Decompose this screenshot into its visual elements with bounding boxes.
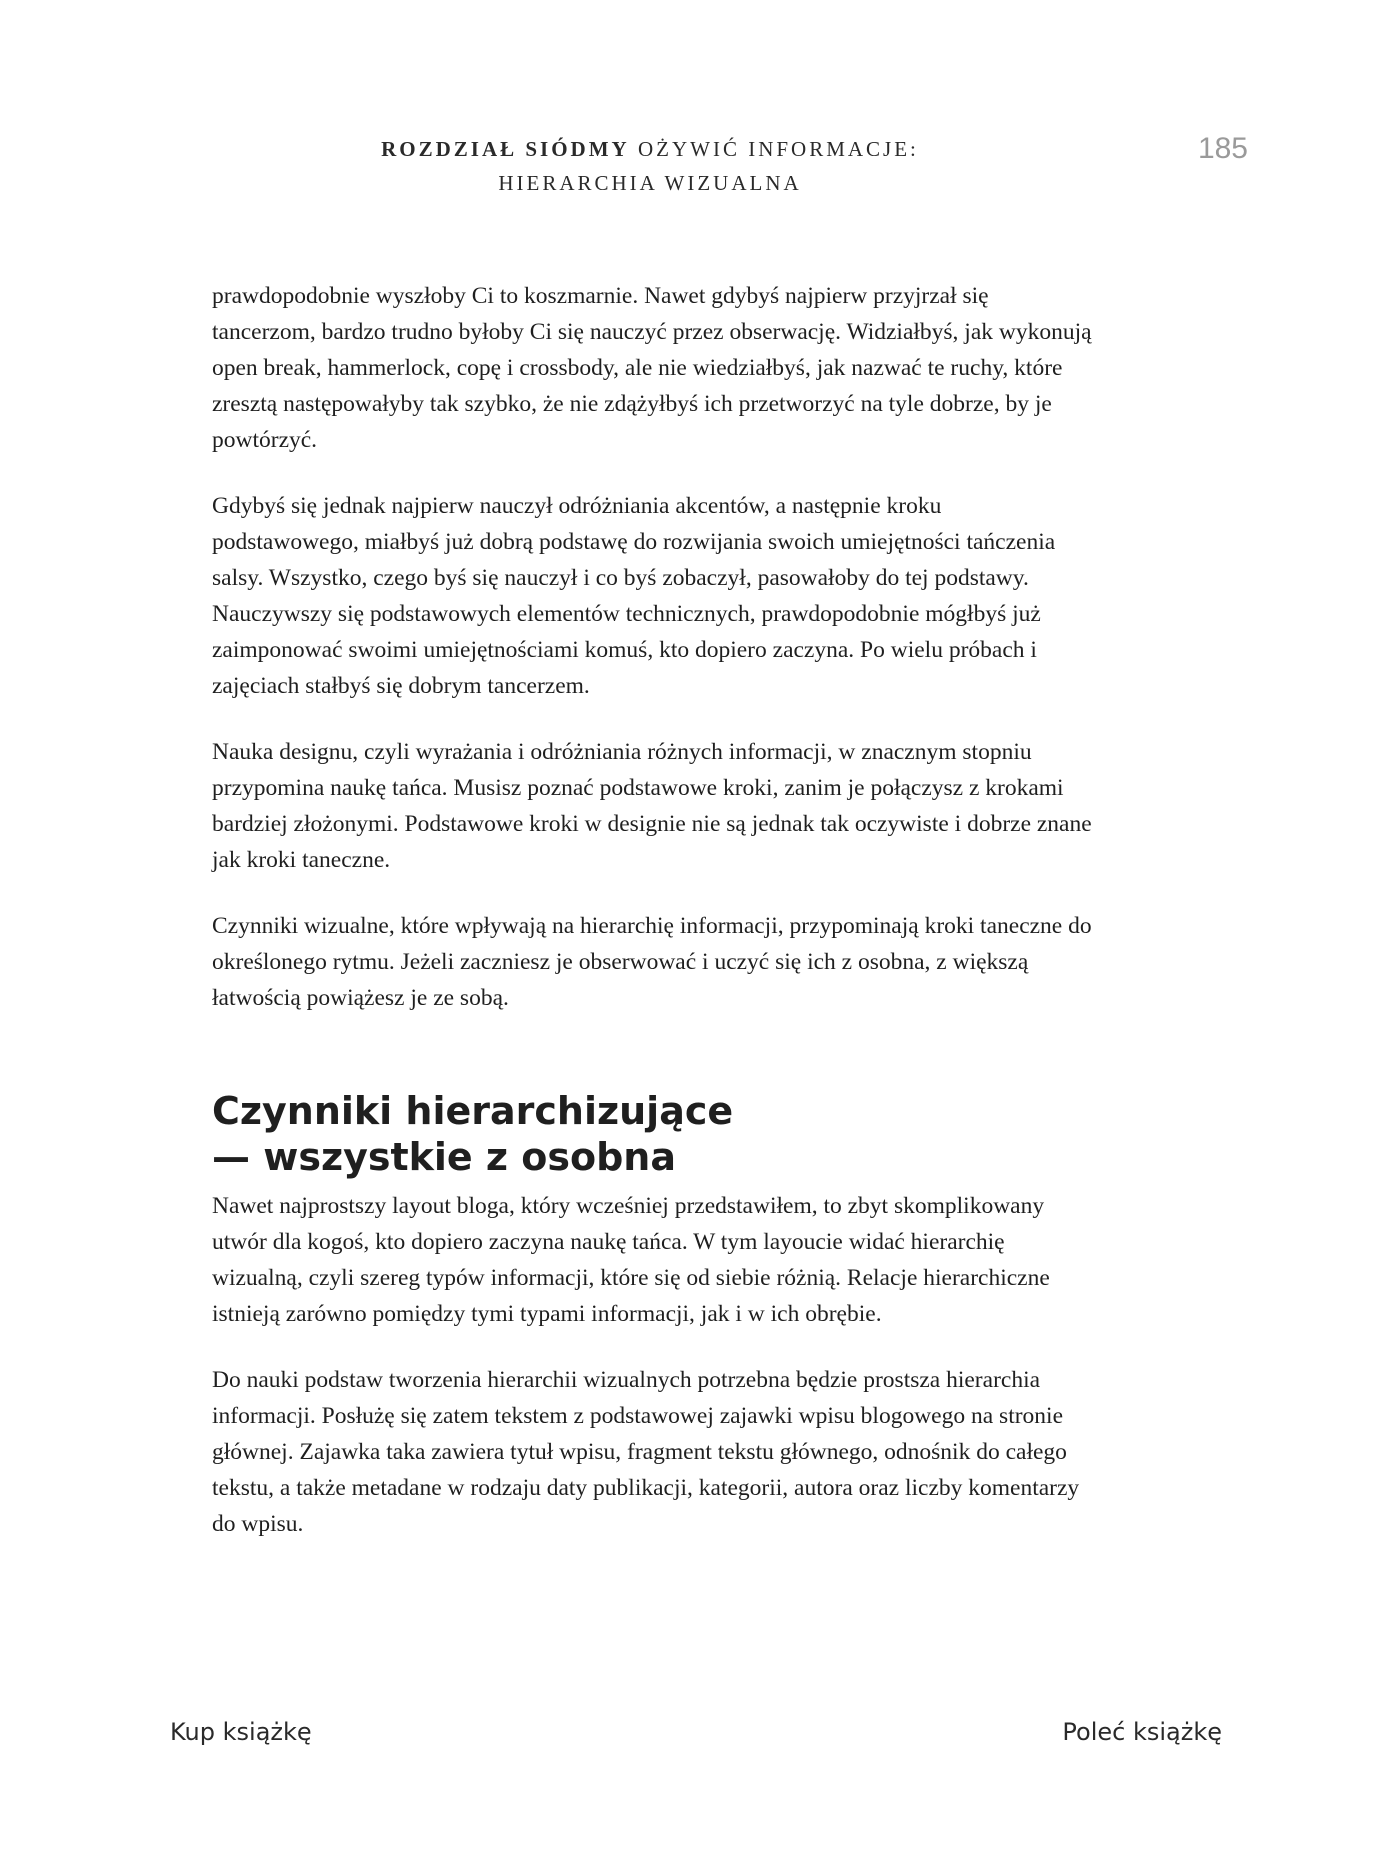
paragraph: Nawet najprostszy layout bloga, który wcześniej przedstawiłem, to zbyt skomplikowany utwór dla kogoś, kto dopiero zaczyna naukę tańca. W tym layoucie widać hierarchię wizualną, czyli szereg typów informacji, które się od siebie różnią. Relacje hierarchiczne istnieją zarówno pomiędzy tymi typami informacji, jak i w ich obrębie. bbox=[212, 1193, 1050, 1327]
buy-book-link[interactable]: Kup książkę bbox=[170, 1718, 312, 1746]
section-heading-line-1: Czynniki hierarchizujące bbox=[212, 1089, 734, 1133]
paragraph: prawdopodobnie wyszłoby Ci to koszmarnie. Nawet gdybyś najpierw przyjrzał się tancerzom, bardzo trudno byłoby Ci się nauczyć przez obserwację. Widziałbyś, jak wykonują open break, hammerlock, copę i crossbody, ale nie wiedziałbyś, jak nazwać te ruchy, które zresztą następowałyby tak szybko, że nie zdążyłbyś ich przetworzyć na tyle dobrze, by je powtórzyć. bbox=[212, 283, 1092, 453]
chapter-title-line-2: HIERARCHIA WIZUALNA bbox=[498, 171, 802, 195]
section-heading bbox=[212, 1088, 1092, 1180]
paragraph: Do nauki podstaw tworzenia hierarchii wizualnych potrzebna będzie prostsza hierarchia informacji. Posłużę się zatem tekstem z podstawowej zajawki wpisu blogowego na stronie głównej. Zajawka taka zawiera tytuł wpisu, fragment tekstu głównego, odnośnik do całego tekstu, a także metadane w rodzaju daty publikacji, kategorii, autora oraz liczby komentarzy do wpisu. bbox=[212, 1367, 1080, 1537]
running-head bbox=[270, 132, 1030, 200]
running-head-line-1 bbox=[270, 132, 1030, 166]
section-heading-line-2: — wszystkie z osobna bbox=[212, 1135, 676, 1179]
recommend-book-link[interactable]: Poleć książkę bbox=[1062, 1718, 1222, 1746]
paragraph: Czynniki wizualne, które wpływają na hierarchię informacji, przypominają kroki taneczne do określonego rytmu. Jeżeli zaczniesz je obserwować i uczyć się ich z osobna, z większą łatwością powiążesz je ze sobą. bbox=[212, 913, 1092, 1011]
chapter-label: ROZDZIAŁ SIÓDMY bbox=[381, 137, 630, 161]
chapter-title-line-1: OŻYWIĆ INFORMACJE: bbox=[637, 137, 919, 161]
paragraph: Gdybyś się jednak najpierw nauczył odróżniania akcentów, a następnie kroku podstawowego, miałbyś już dobrą podstawę do rozwijania swoich umiejętności tańczenia salsy. Wszystko, czego byś się nauczył i co byś zobaczył, pasowałoby do tej podstawy. Nauczywszy się podstawowych elementów technicznych, prawdopodobnie mógłbyś już zaimponować swoimi umiejętnościami komuś, kto dopiero zaczyna. Po wielu próbach i zajęciach stałbyś się dobrym tancerzem. bbox=[212, 493, 1056, 699]
main-text bbox=[212, 278, 1092, 1572]
paragraph: Nauka designu, czyli wyrażania i odróżniania różnych informacji, w znacznym stopniu przypomina naukę tańca. Musisz poznać podstawowe kroki, zanim je połączysz z krokami bardziej złożonymi. Podstawowe kroki w designie nie są jednak tak oczywiste i dobrze znane jak kroki taneczne. bbox=[212, 739, 1092, 873]
page-number: 185 bbox=[1197, 132, 1248, 165]
